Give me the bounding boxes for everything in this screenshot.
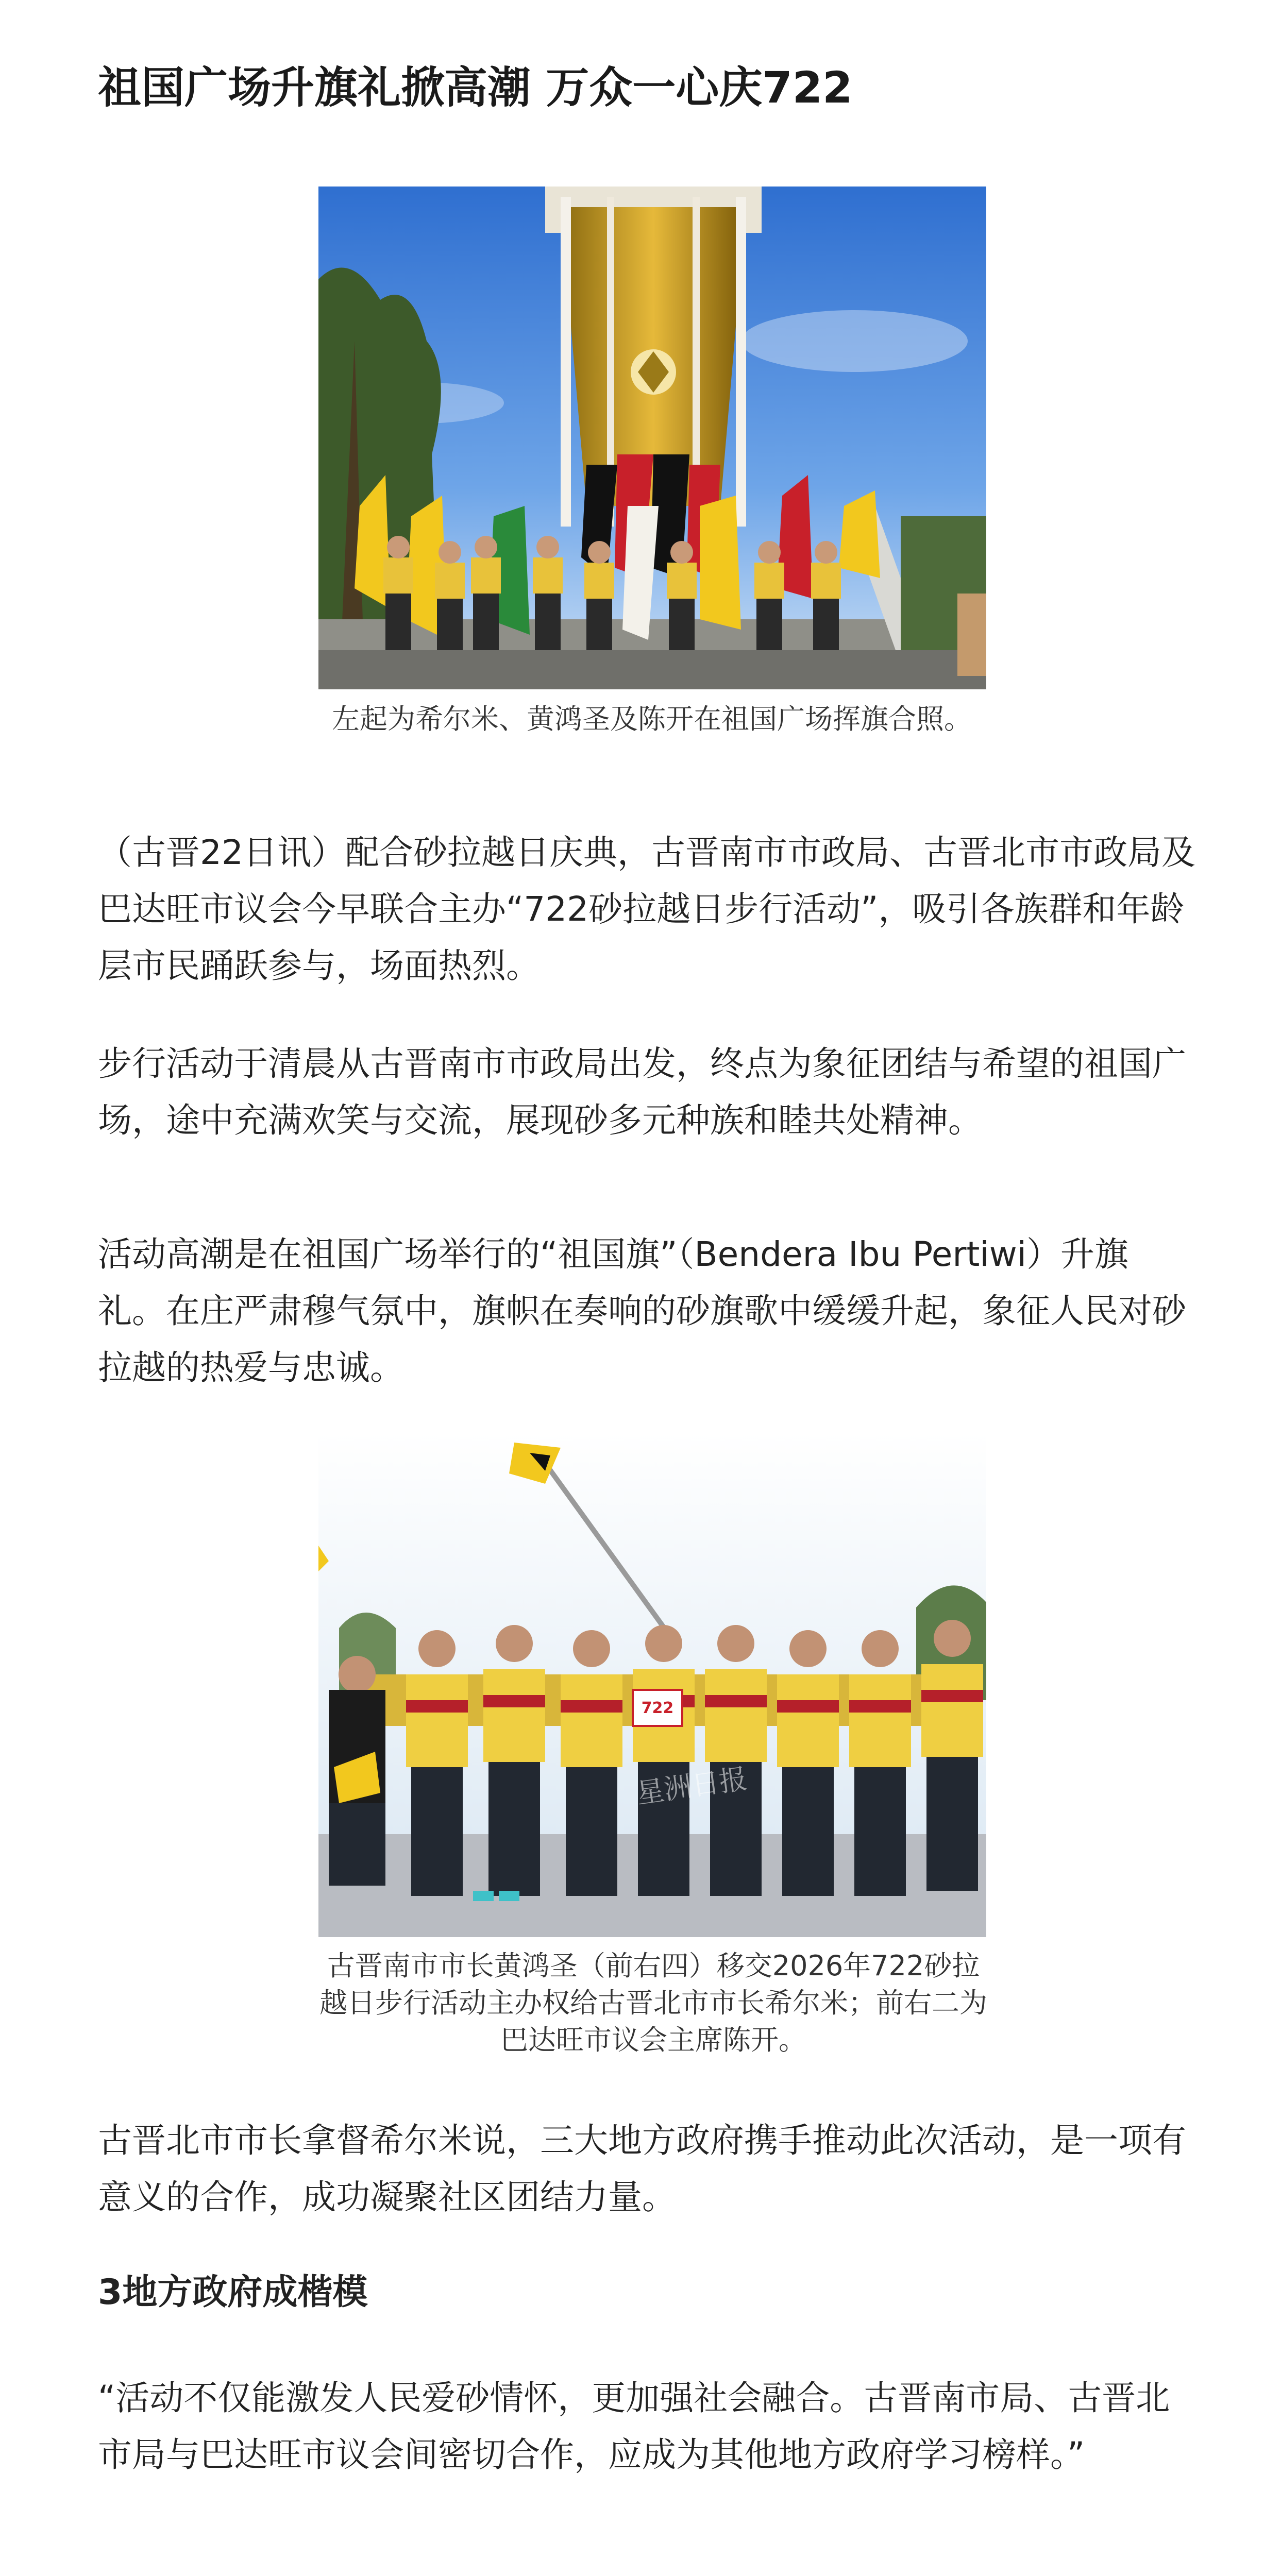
photo-handover <box>318 1432 986 1937</box>
photo-monument <box>318 187 986 689</box>
paragraph-5: “活动不仅能激发人民爱砂情怀，更加强社会融合。古晋南市局、古晋北市局与巴达旺市议会间密切合作，应成为其他地方政府学习榜样。” <box>98 2378 1170 2475</box>
photo-monument-illustration <box>318 187 986 689</box>
photo-monument-caption: 左起为希尔米、黄鸿圣及陈开在祖国广场挥旗合照。 <box>332 703 972 735</box>
paragraph-3: 活动高潮是在祖国广场举行的“祖国旗”（Bendera Ibu Pertiwi）升旗礼。在庄严肃穆气氛中，旗帜在奏响的砂旗歌中缓缓升起，象征人民对砂拉越的热爱与忠诚。 <box>98 1234 1186 1387</box>
paragraph-4: 古晋北市市长拿督希尔米说，三大地方政府携手推动此次活动，是一项有意义的合作，成功凝聚社区团结力量。 <box>98 2121 1186 2217</box>
article-title: 祖国广场升旗礼掀高潮 万众一心庆722 <box>98 62 853 113</box>
handover-sign-text: 722 <box>641 1699 674 1717</box>
photo-handover-caption: 古晋南市市长黄鸿圣（前右四）移交2026年722砂拉越日步行活动主办权给古晋北市市长希尔米；前右二为巴达旺市议会主席陈开。 <box>319 1950 987 2056</box>
subheading-1: 3地方政府成楷模 <box>98 2272 368 2313</box>
paragraph-2: 步行活动于清晨从古晋南市市政局出发，终点为象征团结与希望的祖国广场，途中充满欢笑与交流，展现砂多元种族和睦共处精神。 <box>98 1044 1186 1140</box>
photo-watermark: 星洲日报 <box>634 1762 749 1810</box>
photo-handover-illustration <box>318 1432 986 1937</box>
paragraph-1: （古晋22日讯）配合砂拉越日庆典，古晋南市市政局、古晋北市市政局及巴达旺市议会今早联合主办“722砂拉越日步行活动”，吸引各族群和年龄层市民踊跃参与，场面热烈。 <box>98 833 1195 986</box>
